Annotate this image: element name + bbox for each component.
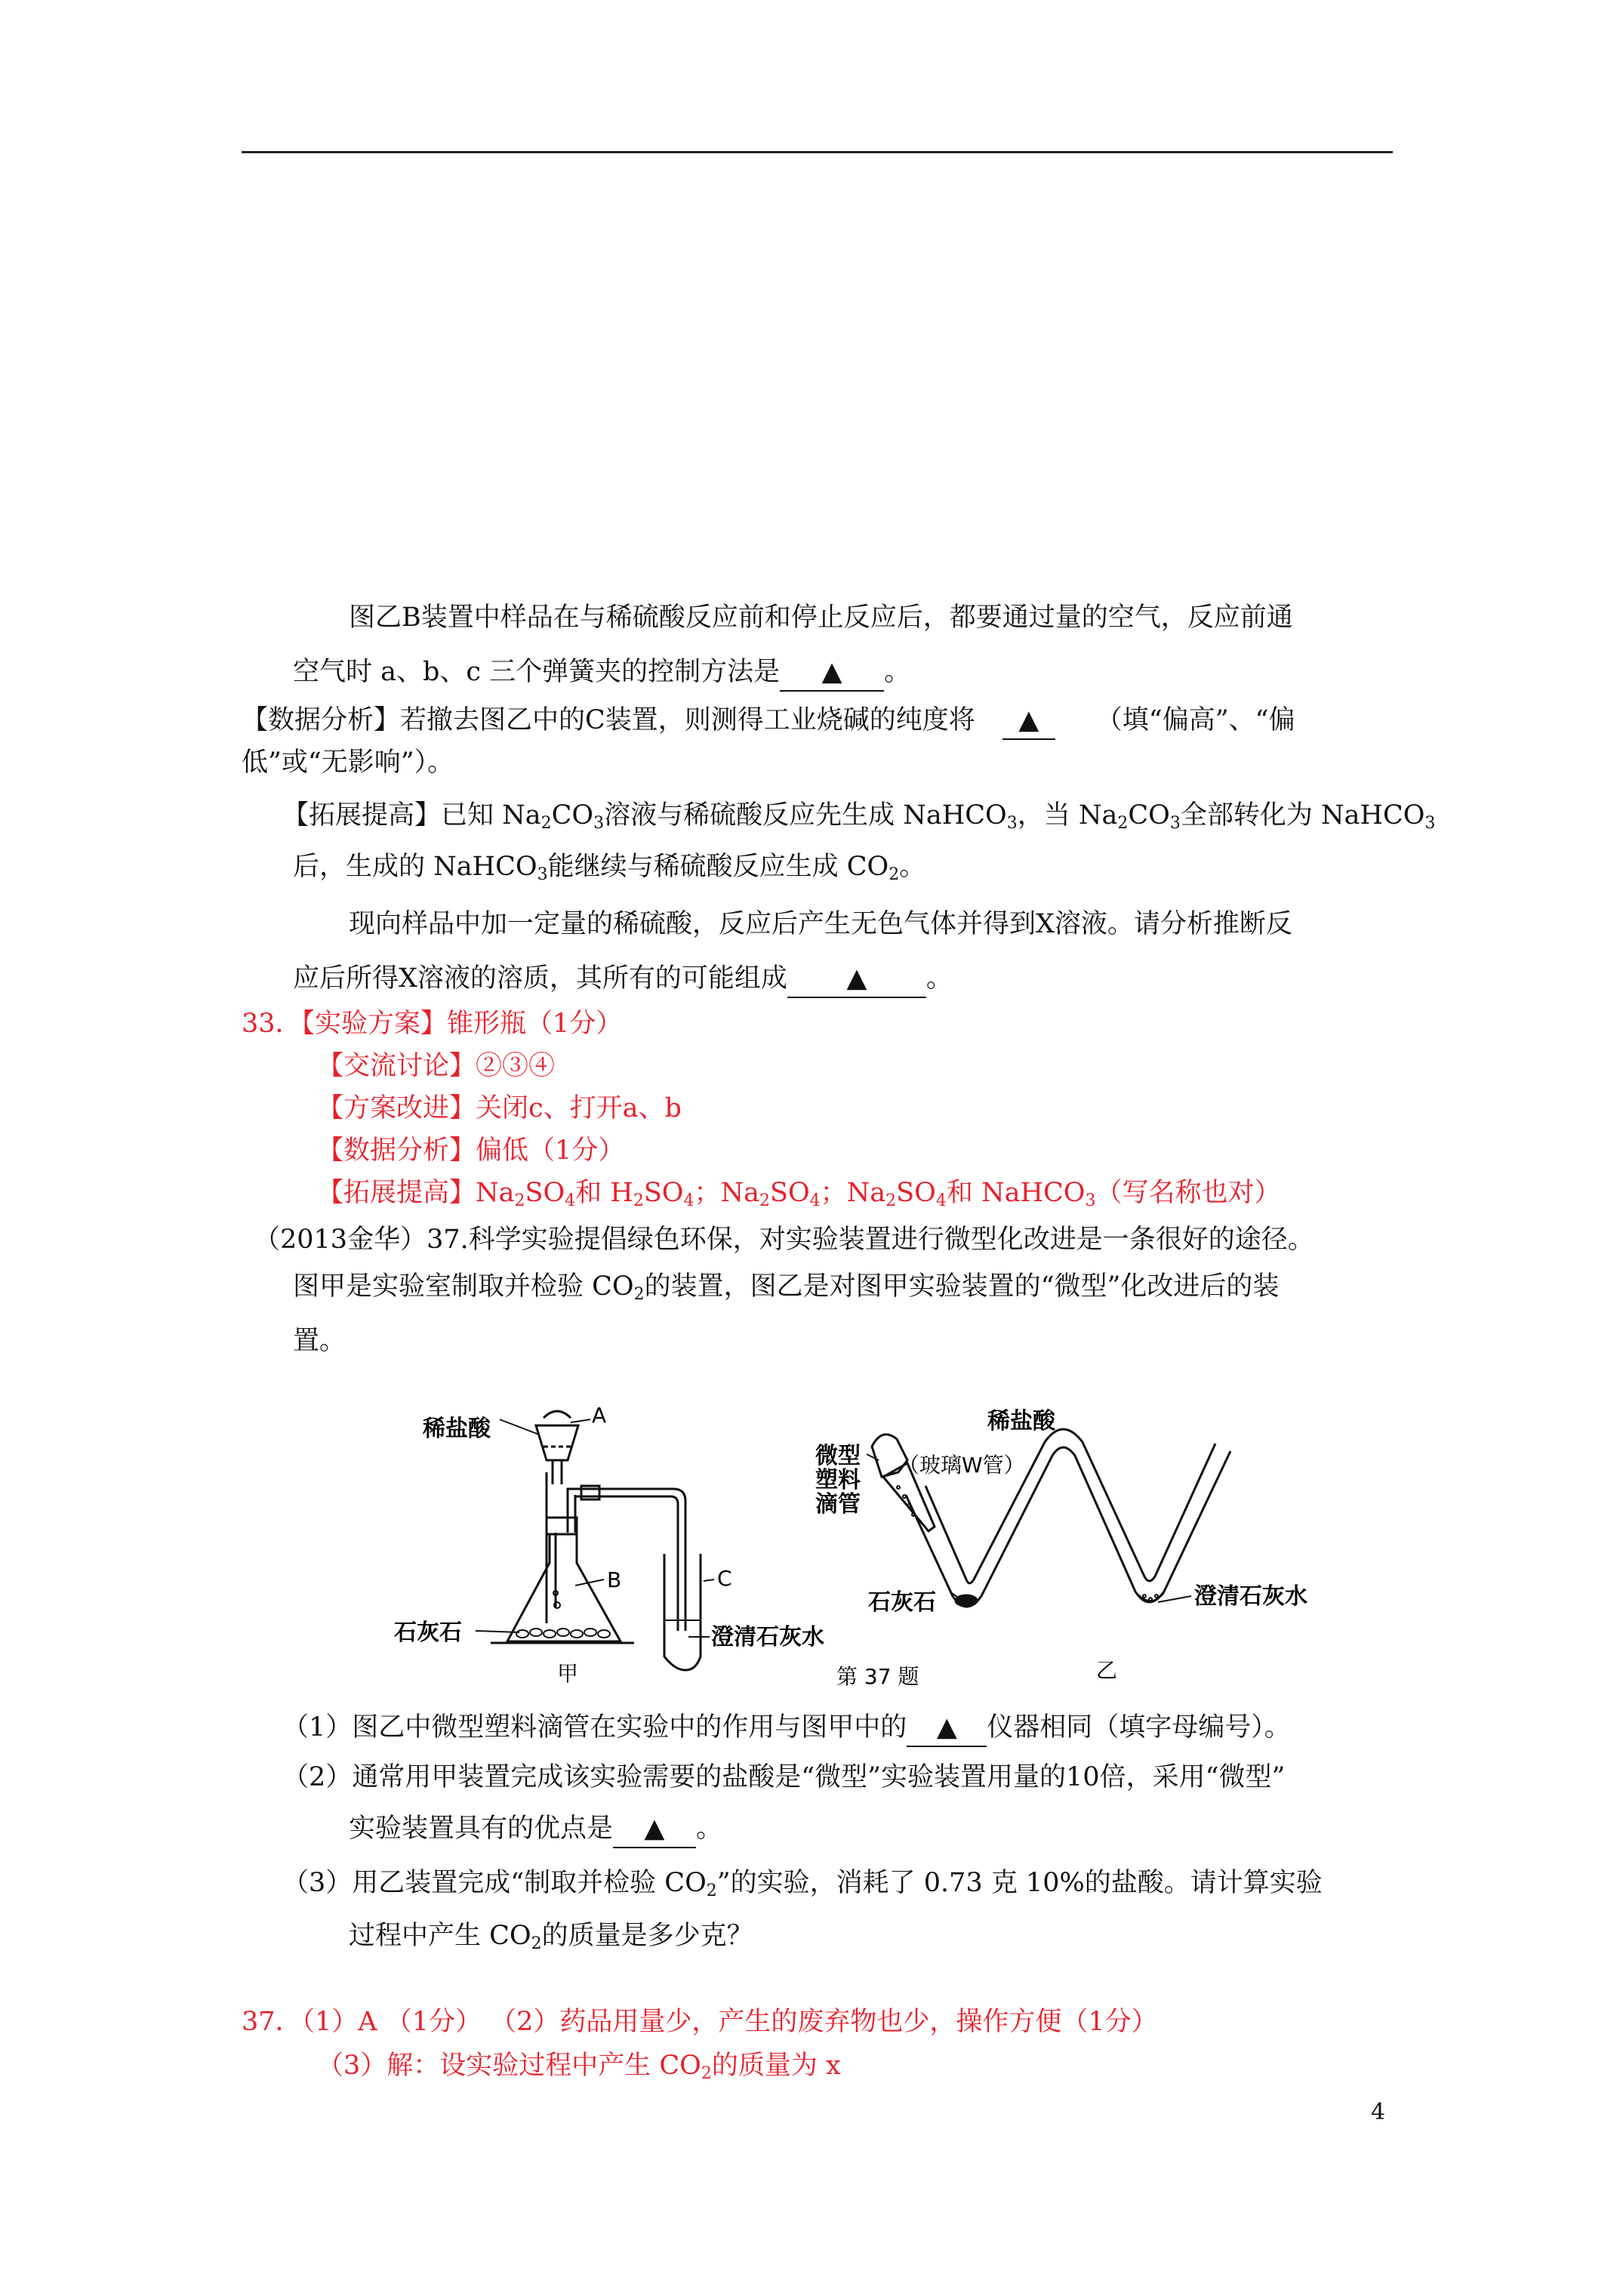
- label-yi-name: 乙: [1096, 1658, 1118, 1683]
- label-yi-dropper: 微型: [815, 1443, 861, 1469]
- label-jia-limestone: 石灰石: [394, 1620, 462, 1646]
- answer-line: 【拓展提高】$Na_2SO_4$和 $H_2SO_4$；$Na_2SO_4$；$Na_2SO_4$和 NaHCO$_3$（写名称也对）: [317, 1178, 1281, 1210]
- answer-line: 【数据分析】偏低（1分）: [317, 1136, 625, 1166]
- label-yi-tube: （玻璃W管）: [898, 1453, 1025, 1478]
- label-jia-name: 甲: [557, 1661, 579, 1686]
- label-jia-limewater: 澄清石灰水: [711, 1624, 824, 1650]
- label-b: B: [607, 1567, 622, 1592]
- header-rule: [242, 151, 1393, 153]
- answer-line: （3）解：设实验过程中产生 $CO_2$的质量为 x: [317, 2051, 841, 2083]
- leader-line: [867, 1454, 879, 1460]
- answer-blank: ▲: [1002, 702, 1055, 740]
- subquestion-line: 实验装置具有的优点是 ▲ 。: [349, 1811, 722, 1848]
- text-line: 应后所得X溶液的溶质，其所有的可能组成 ▲ 。: [293, 960, 953, 998]
- answer-blank: ▲: [787, 960, 926, 998]
- leader-line: [571, 1419, 590, 1422]
- answer-blank: ▲: [780, 654, 884, 692]
- text-line: 现向样品中加一定量的稀硫酸，反应后产生无色气体并得到X溶液。请分析推断反: [349, 909, 1292, 939]
- text-line: 后，生成的 NaHCO$_3$能继续与稀硫酸反应生成 $CO_2$。: [293, 852, 926, 884]
- subquestion-line: （3）用乙装置完成“制取并检验 $CO_2$”的实验，消耗了 0.73 克 10%的盐酸。请计算实验: [282, 1868, 1323, 1900]
- figure-caption: 第 37 题: [836, 1664, 919, 1689]
- answer-blank: ▲: [907, 1709, 987, 1747]
- answer-line: 【交流讨论】②③④: [317, 1051, 556, 1081]
- question-line: 置。: [293, 1326, 346, 1356]
- text-line: 【数据分析】若撤去图乙中的C装置，则测得工业烧碱的纯度将 ▲ （填“偏高”、“偏: [242, 702, 1295, 740]
- subquestion-line: （1）图乙中微型塑料滴管在实验中的作用与图甲中的 ▲ 仪器相同（填字母编号）。: [282, 1709, 1291, 1747]
- text-line: 低”或“无影响”）。: [242, 747, 454, 778]
- apparatus-jia: [491, 1411, 701, 1670]
- text-line: 图乙B装置中样品在与稀硫酸反应前和停止反应后，都要通过量的空气，反应前通: [349, 603, 1293, 633]
- question-line: （2013金华）37.科学实验提倡绿色环保，对实验装置进行微型化改进是一条很好的途径。: [254, 1225, 1314, 1255]
- label-jia-acid: 稀盐酸: [423, 1416, 491, 1442]
- label-a: A: [592, 1403, 607, 1428]
- answer-blank: ▲: [613, 1811, 696, 1848]
- label-c: C: [717, 1566, 732, 1591]
- answer-line: 【方案改进】关闭c、打开a、b: [317, 1093, 682, 1123]
- leader-line: [1158, 1596, 1191, 1602]
- label-yi-dropper: 塑料: [815, 1467, 861, 1493]
- question-line: 图甲是实验室制取并检验 $CO_2$的装置，图乙是对图甲实验装置的“微型”化改进后的装: [293, 1271, 1280, 1304]
- page-number: 4: [1371, 2099, 1386, 2125]
- text-line: 【拓展提高】已知 $Na_2CO_3$溶液与稀硫酸反应先生成 NaHCO$_3$，当 $Na_2CO_3$全部转化为 NaHCO$_3$: [282, 800, 1436, 833]
- leader-line: [500, 1419, 539, 1435]
- text-line: 空气时 a、b、c 三个弹簧夹的控制方法是 ▲ 。: [293, 654, 910, 692]
- answer-line: 37．（1）A （1分） （2）药品用量少，产生的废弃物也少，操作方便（1分）: [242, 2007, 1158, 2037]
- subquestion-line: （2）通常用甲装置完成该实验需要的盐酸是“微型”实验装置用量的10倍，采用“微型”: [282, 1762, 1286, 1792]
- label-yi-limewater: 澄清石灰水: [1194, 1583, 1307, 1610]
- subquestion-line: 过程中产生 $CO_2$的质量是多少克？: [349, 1921, 753, 1953]
- leader-line: [704, 1579, 714, 1581]
- apparatus-figure: [377, 1382, 1374, 1699]
- label-yi-acid: 稀盐酸: [987, 1408, 1055, 1435]
- label-yi-dropper: 滴管: [815, 1491, 861, 1518]
- answer-line: 33．【实验方案】锥形瓶（1分）: [242, 1009, 623, 1039]
- label-yi-limestone: 石灰石: [868, 1589, 936, 1616]
